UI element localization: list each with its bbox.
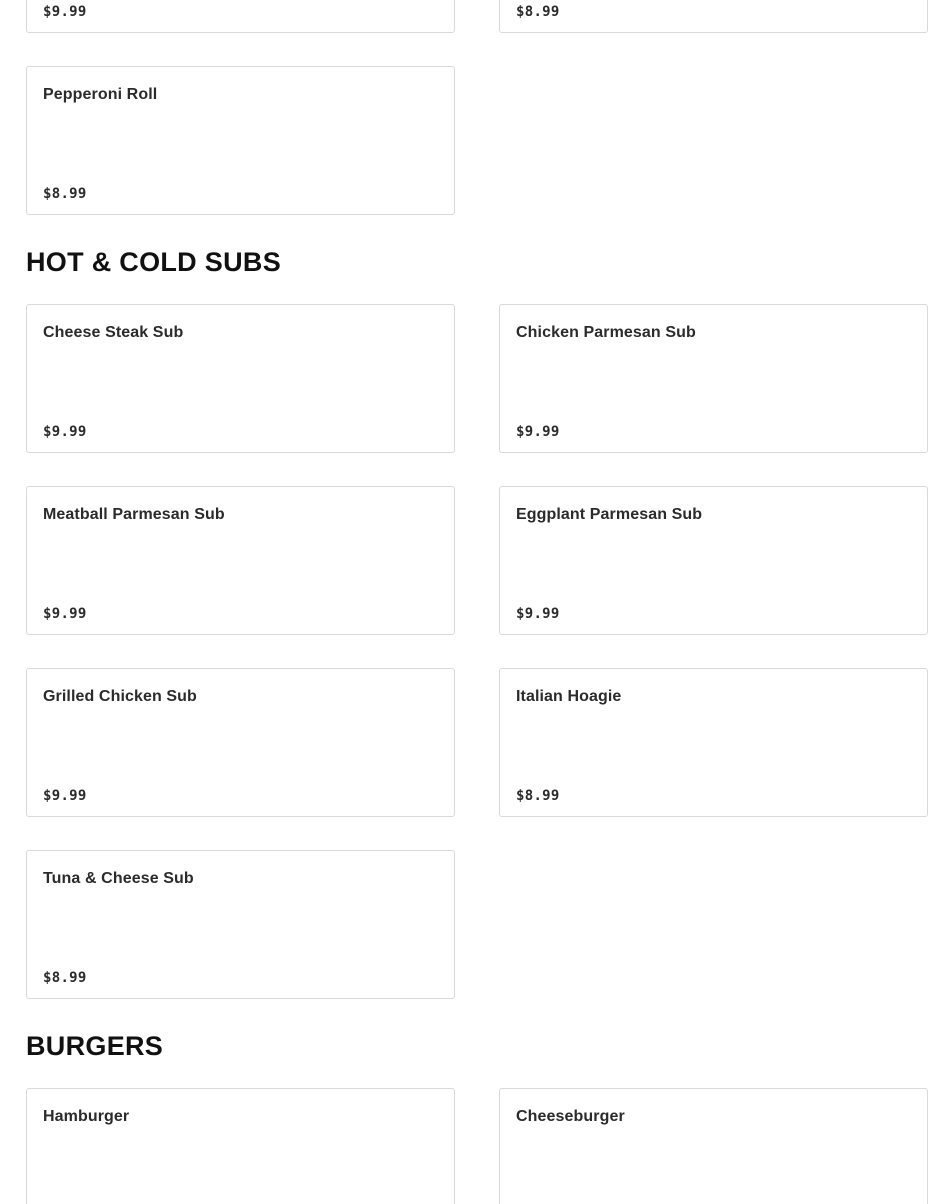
menu-item-card[interactable] — [499, 1088, 928, 1204]
menu-item-card[interactable] — [26, 66, 455, 215]
menu-item-card[interactable] — [26, 668, 455, 817]
menu-item-card[interactable] — [499, 304, 928, 453]
menu-item-price: $9.99 — [43, 4, 87, 20]
menu-item-name: Chicken Parmesan Sub — [516, 324, 696, 341]
menu-item-name: Italian Hoagie — [516, 688, 622, 705]
section-title-hot-cold-subs: HOT & COLD SUBS — [26, 247, 282, 277]
menu-item-price: $8.99 — [43, 186, 87, 202]
menu-item-card[interactable] — [499, 668, 928, 817]
menu-item-name: Meatball Parmesan Sub — [43, 506, 225, 523]
menu-item-card[interactable] — [26, 304, 455, 453]
menu-item-name: Pepperoni Roll — [43, 86, 158, 103]
menu-item-card[interactable] — [26, 1088, 455, 1204]
menu-item-name: Cheeseburger — [516, 1108, 625, 1125]
menu-item-card[interactable] — [499, 0, 928, 33]
menu-item-name: Grilled Chicken Sub — [43, 688, 197, 705]
menu-item-card[interactable] — [499, 486, 928, 635]
menu-item-price: $8.99 — [516, 788, 560, 804]
menu-item-name: Eggplant Parmesan Sub — [516, 506, 703, 523]
menu-item-price: $9.99 — [43, 606, 87, 622]
menu-item-price: $8.99 — [43, 970, 87, 986]
menu-item-price: $9.99 — [516, 424, 560, 440]
menu-item-name: Hamburger — [43, 1108, 130, 1125]
menu-item-price: $9.99 — [516, 606, 560, 622]
menu-item-card[interactable] — [26, 850, 455, 999]
section-title-burgers: BURGERS — [26, 1031, 164, 1061]
menu-item-card[interactable] — [26, 0, 455, 33]
menu-item-price: $9.99 — [43, 788, 87, 804]
menu-item-name: Tuna & Cheese Sub — [43, 870, 194, 887]
menu-item-price: $8.99 — [516, 4, 560, 20]
menu-item-name: Cheese Steak Sub — [43, 324, 184, 341]
menu-item-price: $9.99 — [43, 424, 87, 440]
menu-item-card[interactable] — [26, 486, 455, 635]
